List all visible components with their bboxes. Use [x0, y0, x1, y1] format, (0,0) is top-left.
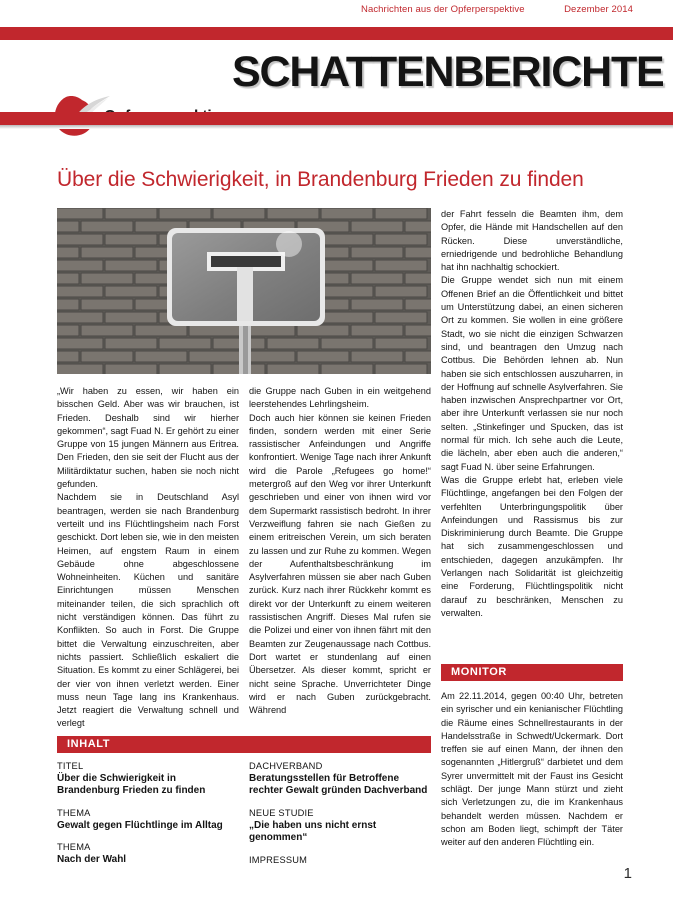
toc-kicker: TITEL — [57, 761, 84, 771]
toc-title: Über die Schwierigkeit in Brandenburg Frieden zu finden — [57, 772, 206, 797]
paragraph: Nachdem sie in Deutschland Asyl beantragen, werden sie nach Brandenburg verteilt und ins Flüchtlingsheim nach Forst geschickt. Dort leben sie, wie in den meisten Heimen, auf engstem Raum in einem Gebäude ohne abgeschlossene Wohneinheiten. Küchen und sanitäre Einrichtungen müssen Menschen miteinander teilen, die sich sprachlich oft nicht verständigen können. Das führt zu Konflikten. So auch in Forst. Die Gruppe bittet die Verwaltung einzuschreiten, aber nichts passiert. Schließlich eskaliert die Situation. Es kommt zu einer Schlägerei, bei der vier von ihnen verletzt werden. Einer muss neun Tage lang ins Krankenhaus. Jetzt reagiert die Verwaltung schnell und verlegt — [57, 492, 239, 729]
toc-title: „Die haben uns nicht ernst genommen“ — [249, 819, 377, 844]
masthead-top-band — [0, 27, 673, 40]
article-column-3 — [441, 208, 623, 620]
toc-kicker: IMPRESSUM — [249, 855, 308, 866]
toc-entry[interactable] — [57, 760, 239, 798]
paragraph: Was die Gruppe erlebt hat, erleben viele Flüchtlinge, angefangen bei den Folgen der verfehlten Unterbringungspolitik über Anfeindungen und Rassismus bis zur Diskriminierung durch Beamte. Die Gruppe hat sich zusammengeschlossen und entschieden, dagegen anzukämpfen. Ihr Verlangen nach Solidarität ist gleichzeitig eine Forderung, Flüchtlingspolitik nicht darauf zu beschränken, Menschen zu verwalten. — [441, 474, 623, 618]
header-kicker: Nachrichten aus der Opferperspektive — [360, 4, 525, 15]
toc-entry[interactable] — [249, 807, 431, 845]
article-column-1 — [57, 385, 239, 731]
inhalt-section-bar: INHALT — [57, 736, 431, 753]
toc-title: Gewalt gegen Flüchtlinge im Alltag — [57, 819, 223, 831]
header-info-line — [361, 4, 633, 15]
page-number: 1 — [623, 865, 632, 882]
toc-entry[interactable] — [249, 854, 431, 867]
dead-end-sign-photo — [57, 208, 431, 374]
toc-entry[interactable] — [57, 841, 239, 866]
paragraph: die Gruppe nach Guben in ein weitgehend leerstehendes Lehrlingsheim. — [249, 386, 431, 410]
toc-entry[interactable] — [57, 807, 239, 832]
paragraph: der Fahrt fesseln die Beamten ihm, dem Opfer, die Hände mit Handschellen auf den Rücken. Diese unverständliche, erniedrigende und bedrohliche Behandlung hat ihn nachhaltig schockiert. — [441, 209, 623, 273]
article-headline: Über die Schwierigkeit, in Brandenburg Frieden zu finden — [57, 168, 584, 191]
toc-kicker: DACHVERBAND — [249, 761, 323, 771]
masthead-title: SCHATTENBERICHTE — [232, 48, 664, 96]
header-date: Dezember 2014 — [564, 4, 633, 15]
toc-entry[interactable] — [249, 760, 431, 798]
toc-kicker: THEMA — [57, 842, 91, 853]
paragraph: „Wir haben zu essen, wir haben ein bisschen Geld. Aber was wir brauchen, ist Frieden. Deshalb sind wir hierher gekommen“, sagt Fuad N. Er gehört zu einer Gruppe von 15 jungen Männern aus Eritrea. Den Frieden, den sie seit der Flucht aus der Militärdiktatur suchen, haben sie noch nicht gefunden. — [57, 386, 239, 490]
toc-kicker: NEUE STUDIE — [249, 808, 314, 819]
paragraph: Am 22.11.2014, gegen 00:40 Uhr, betreten ein syrischer und ein kenianischer Flüchtling die Räume eines Schnellrestaurants in der Handelsstraße in Schwedt/Uckermark. Dort treffen sie auf einen Mann, der ihnen den sogenannten „Hitlergruß“ darbietet und dem Syrer unvermittelt mit der Faust ins Gesicht schlägt. Der junge Mann stürzt und zieht sich Verletzungen zu, die im Krankenhaus behandelt werden müssen. Nachdem er schon am Boden liegt, schimpft der Täter weiter auf den anderen Flüchtling ein. — [441, 691, 623, 848]
inhalt-column-1 — [57, 760, 239, 876]
paragraph: Doch auch hier können sie keinen Frieden finden, sondern werden mit einer Serie rassistischer Anfeindungen und Angriffe konfrontiert. Wenige Tage nach ihrer Ankunft wird die Parole „Refugees go home!“ metergroß auf den Weg vor ihrer Unterkunft geschrieben und einer von ihnen wird vor dem Supermarkt rassistisch bedroht. In ihrer Verzweiflung fahren sie nach Gießen zu einem eritreischen Verein, um sich beraten zu lassen und zur Ruhe zu kommen. Wegen der Aufenthaltsbeschränkung im Asylverfahren müssen sie aber nach Guben zurück. Kurz nach ihrer Rückkehr kommt es direkt vor der Unterkunft zu einem weiteren rassistischen Angriff. Dieses Mal rufen sie die Polizei und einer von ihnen fährt mit den Beamten zur Zeugenaussage nach Cottbus. Dort wartet er stundenlang auf einen Übersetzer. Als dieser kommt, spricht er nicht seine Sprache. Unverrichteter Dinge wird er nach Guben zurückgebracht. Während — [249, 412, 431, 716]
masthead-shadow — [0, 125, 673, 129]
toc-kicker: THEMA — [57, 808, 91, 819]
article-photo — [57, 208, 431, 374]
monitor-section-bar: MONITOR — [441, 664, 623, 681]
monitor-body — [441, 690, 623, 850]
toc-title: Nach der Wahl — [57, 853, 127, 865]
inhalt-column-2 — [249, 760, 431, 876]
toc-title: Beratungsstellen für Betroffene rechter Gewalt gründen Dachverband — [249, 772, 428, 797]
masthead-bottom-band — [0, 112, 673, 125]
article-column-2 — [249, 385, 431, 717]
paragraph: Die Gruppe wendet sich nun mit einem Offenen Brief an die Öffentlichkeit und bittet um Unterstützung dabei, an einen sicheren Ort zu kommen. Sie wollen in eine größere Stadt, wo sie nicht die einzigen Schwarzen sind, und beantragen den Umzug nach Cottbus. Die Behörden lehnen ab. Nun haben sie sich entschlossen auszuharren, in der Hoffnung auf schnelle Asylverfahren. Sie haben inzwischen Ansprechpartner vor Ort, aber ihre Unterkunft verlassen sie nur noch selten. „Stinkefinger und Spucken, das ist normal für mich. Ich sehe auch die Leute, die lächeln, aber eben auch die anderen,“ sagt Fuad N. über seine Erfahrungen. — [441, 275, 623, 472]
